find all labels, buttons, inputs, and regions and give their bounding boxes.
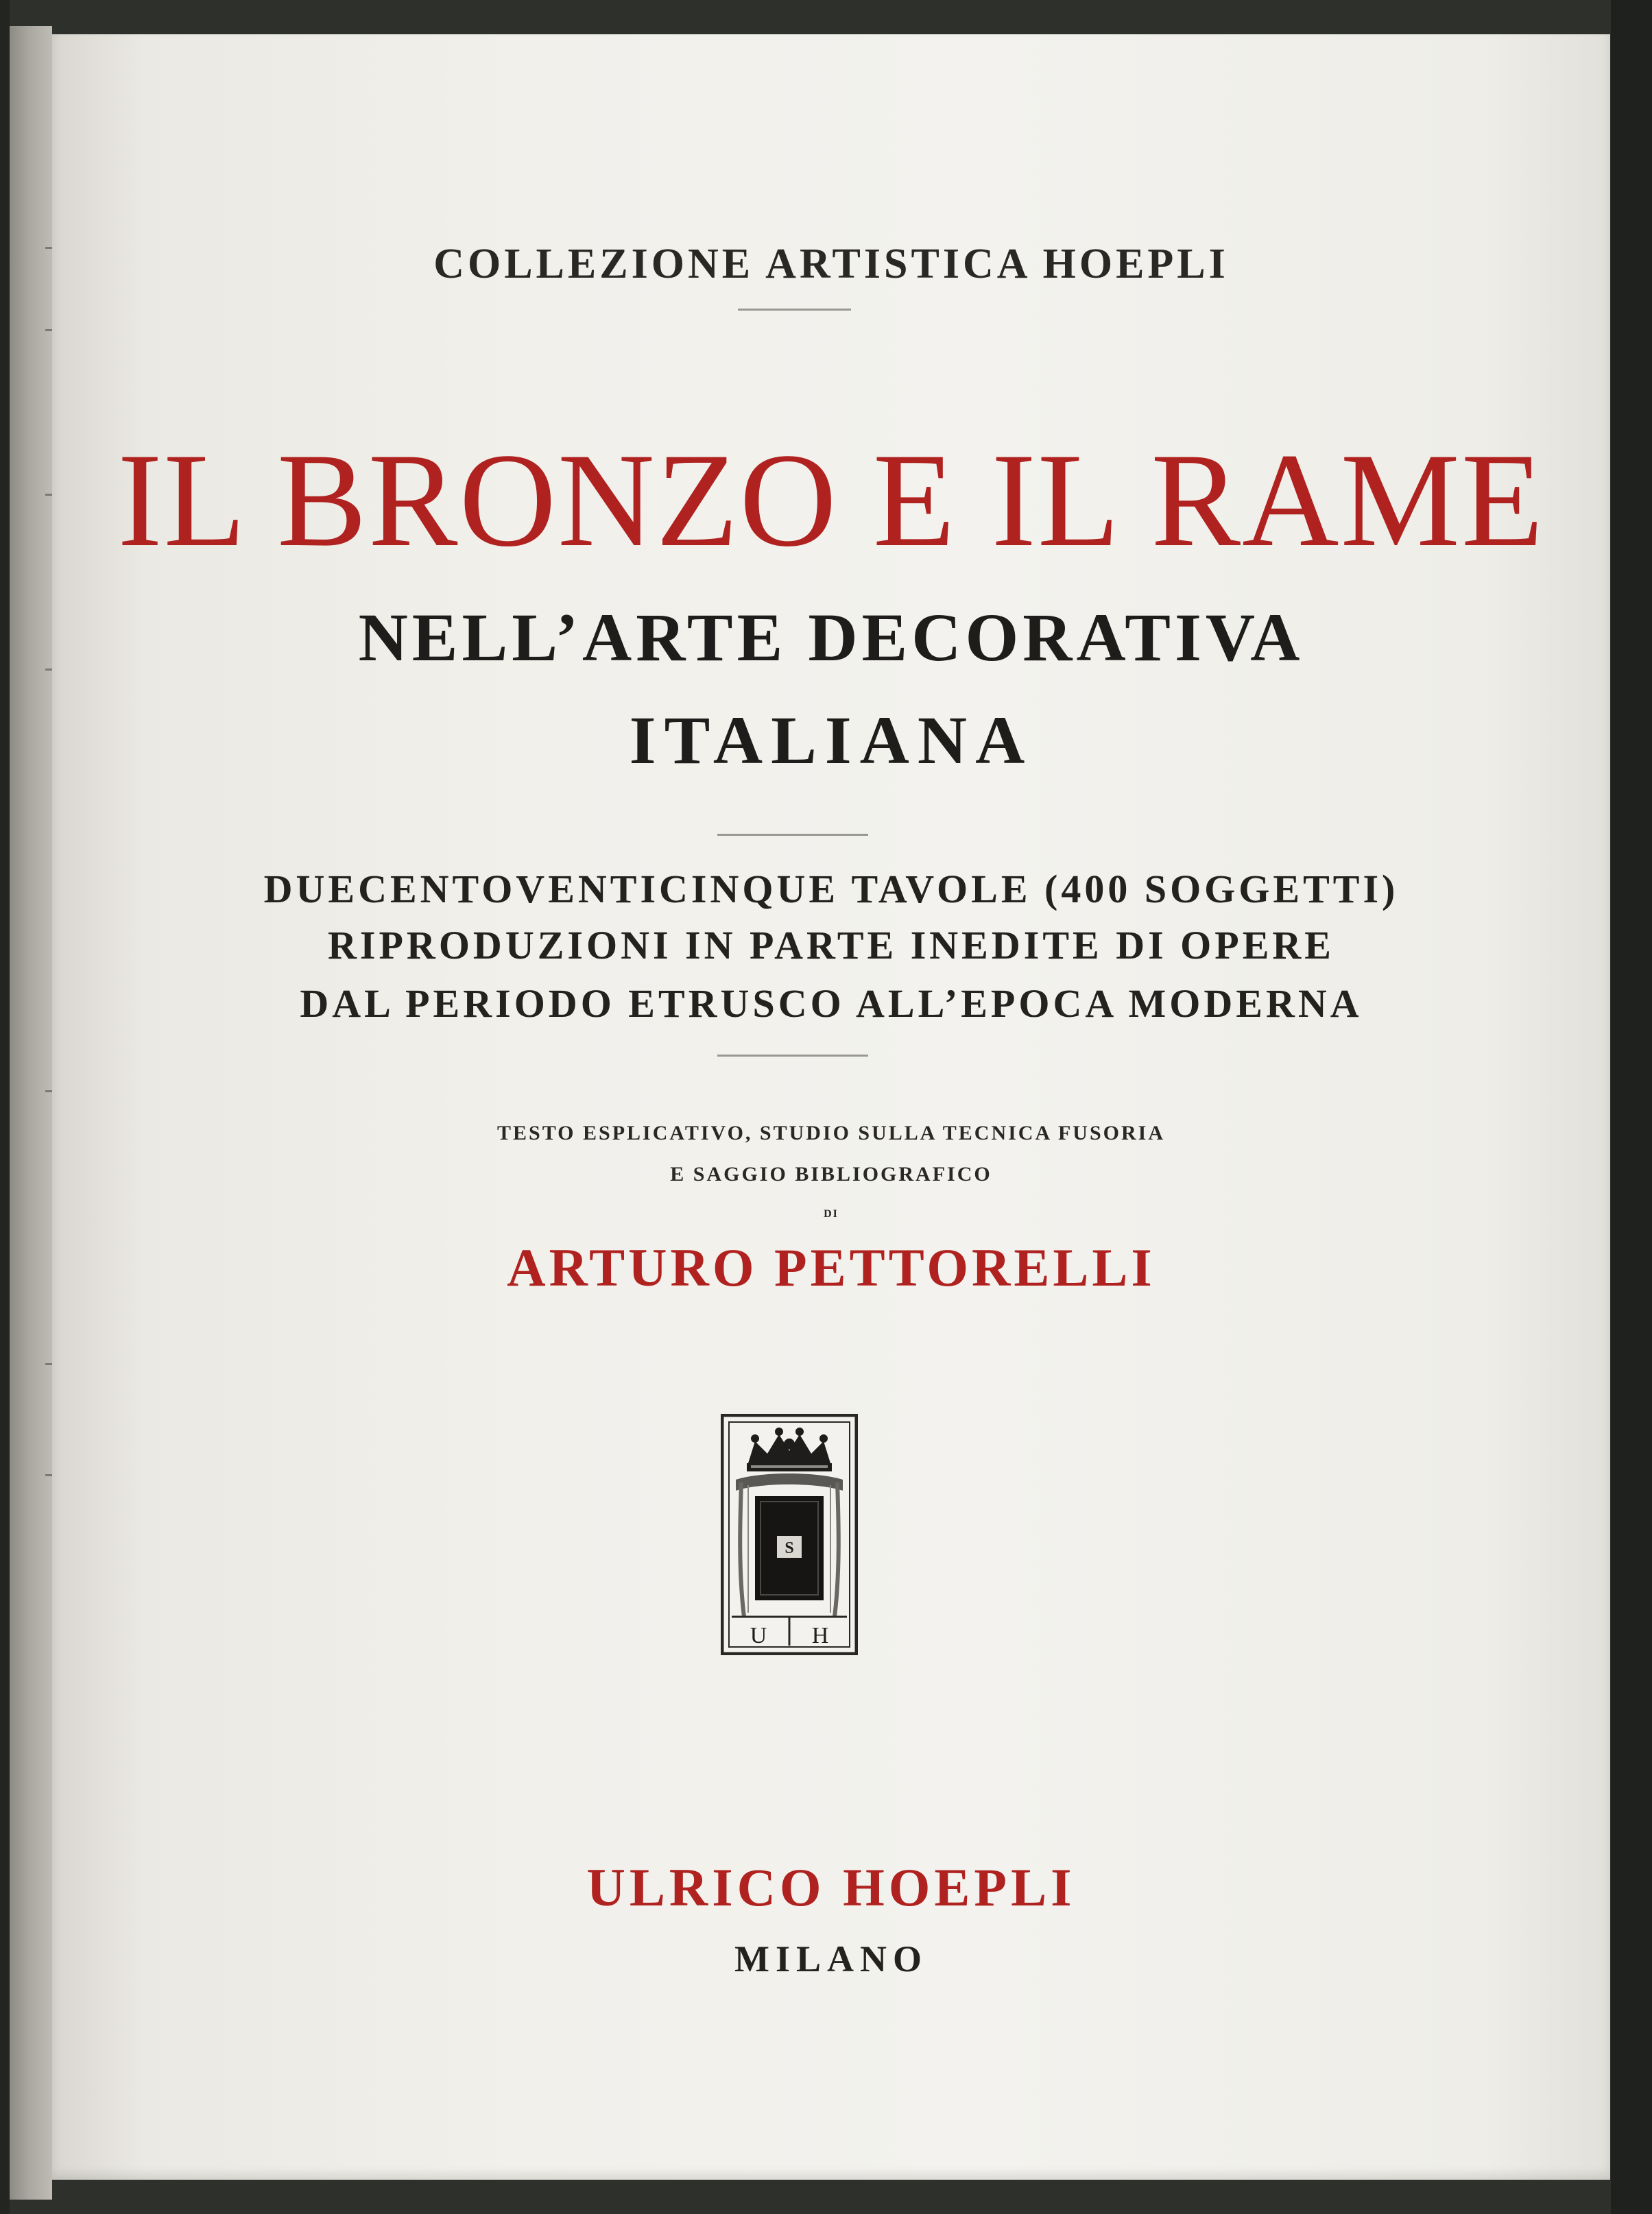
contents-note-line-1: TESTO ESPLICATIVO, STUDIO SULLA TECNICA FUSORIA [497,1122,1165,1144]
mark-letter-u: U [750,1623,767,1648]
shield-icon [755,1496,824,1600]
divider-rule [738,309,851,311]
author-name: ARTURO PETTORELLI [507,1238,1156,1297]
subtitle-line-2: ITALIANA [629,702,1033,778]
divider-rule [717,834,868,836]
publisher-mark [721,1414,858,1655]
book-title: IL BRONZO E IL RAME [117,426,1545,575]
description-line-1: DUECENTOVENTICINQUE TAVOLE (400 SOGGETTI) [263,867,1399,911]
description-line-2: RIPRODUZIONI IN PARTE INEDITE DI OPERE [328,923,1334,967]
description-line-3: DAL PERIODO ETRUSCO ALL’EPOCA MODERNA [300,981,1363,1026]
mark-monogram: S [785,1539,794,1557]
previous-page-edge [10,26,52,2200]
series-name: COLLEZIONE ARTISTICA HOEPLI [433,241,1229,287]
publisher-name: ULRICO HOEPLI [586,1857,1076,1917]
publisher-city: MILANO [734,1938,928,1980]
divider-rule [717,1055,868,1057]
mark-letter-h: H [811,1623,829,1648]
book-binding [0,0,10,2214]
contents-note-by: DI [824,1208,839,1220]
subtitle-line-1: NELL’ARTE DECORATIVA [358,599,1304,675]
contents-note-line-2: E SAGGIO BIBLIOGRAFICO [670,1163,992,1186]
book-cover-edge [1611,0,1652,2214]
title-page [52,34,1610,2180]
